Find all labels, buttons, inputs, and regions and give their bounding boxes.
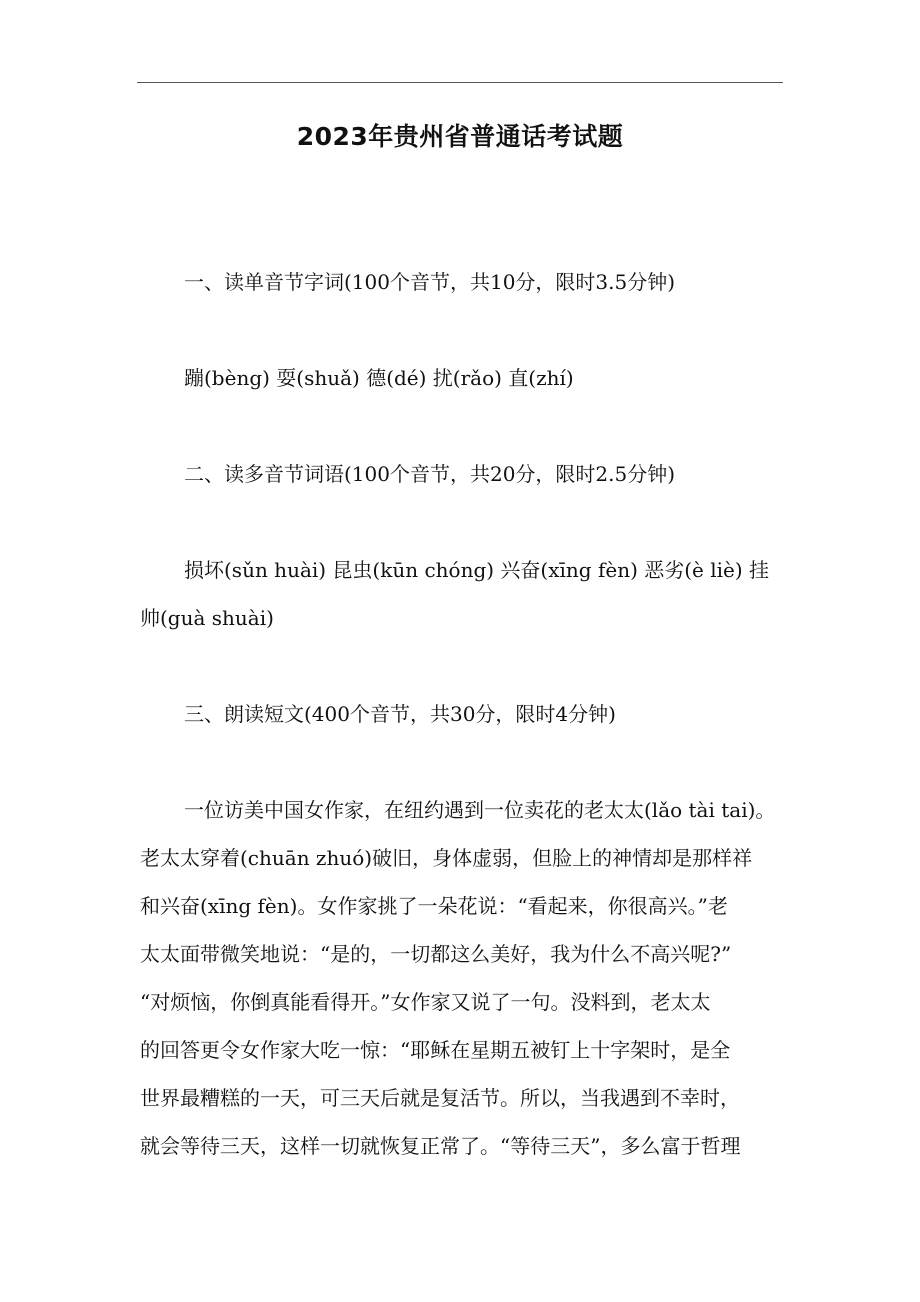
- section-2-heading: 二、读多音节词语(100个音节，共20分，限时2.5分钟): [184, 462, 676, 486]
- section-1-heading: 一、读单音节字词(100个音节，共10分，限时3.5分钟): [184, 270, 676, 294]
- passage-line: 世界最糟糕的一天，可三天后就是复活节。所以，当我遇到不幸时，: [140, 1086, 740, 1110]
- passage-line: 一位访美中国女作家，在纽约遇到一位卖花的老太太(lǎo tài tai)。: [184, 798, 776, 822]
- section-3-heading: 三、朗读短文(400个音节，共30分，限时4分钟): [184, 702, 616, 726]
- passage-text: [140, 786, 780, 1170]
- passage-line: 的回答更令女作家大吃一惊：“耶稣在星期五被钉上十字架时，是全: [140, 1038, 731, 1062]
- passage-line: 就会等待三天，这样一切就恢复正常了。“等待三天”，多么富于哲理: [140, 1134, 741, 1158]
- passage-line: 老太太穿着(chuān zhuó)破旧，身体虚弱，但脸上的神情却是那样祥: [140, 846, 753, 870]
- passage-line: “对烦恼，你倒真能看得开。”女作家又说了一句。没料到，老太太: [140, 990, 711, 1014]
- section-1-words: 蹦(bèng) 耍(shuǎ) 德(dé) 扰(rǎo) 直(zhí): [184, 366, 574, 390]
- passage-line: 太太面带微笑地说：“是的，一切都这么美好，我为什么不高兴呢?”: [140, 942, 732, 966]
- passage-line: 和兴奋(xīng fèn)。女作家挑了一朵花说：“看起来，你很高兴。”老: [140, 894, 728, 918]
- section-2-words: 损坏(sǔn huài) 昆虫(kūn chóng) 兴奋(xīng fèn) 恶劣(è liè) 挂帅(guà shuài): [140, 558, 770, 630]
- document-title: 2023年贵州省普通话考试题: [296, 122, 624, 151]
- header-rule: [137, 82, 783, 83]
